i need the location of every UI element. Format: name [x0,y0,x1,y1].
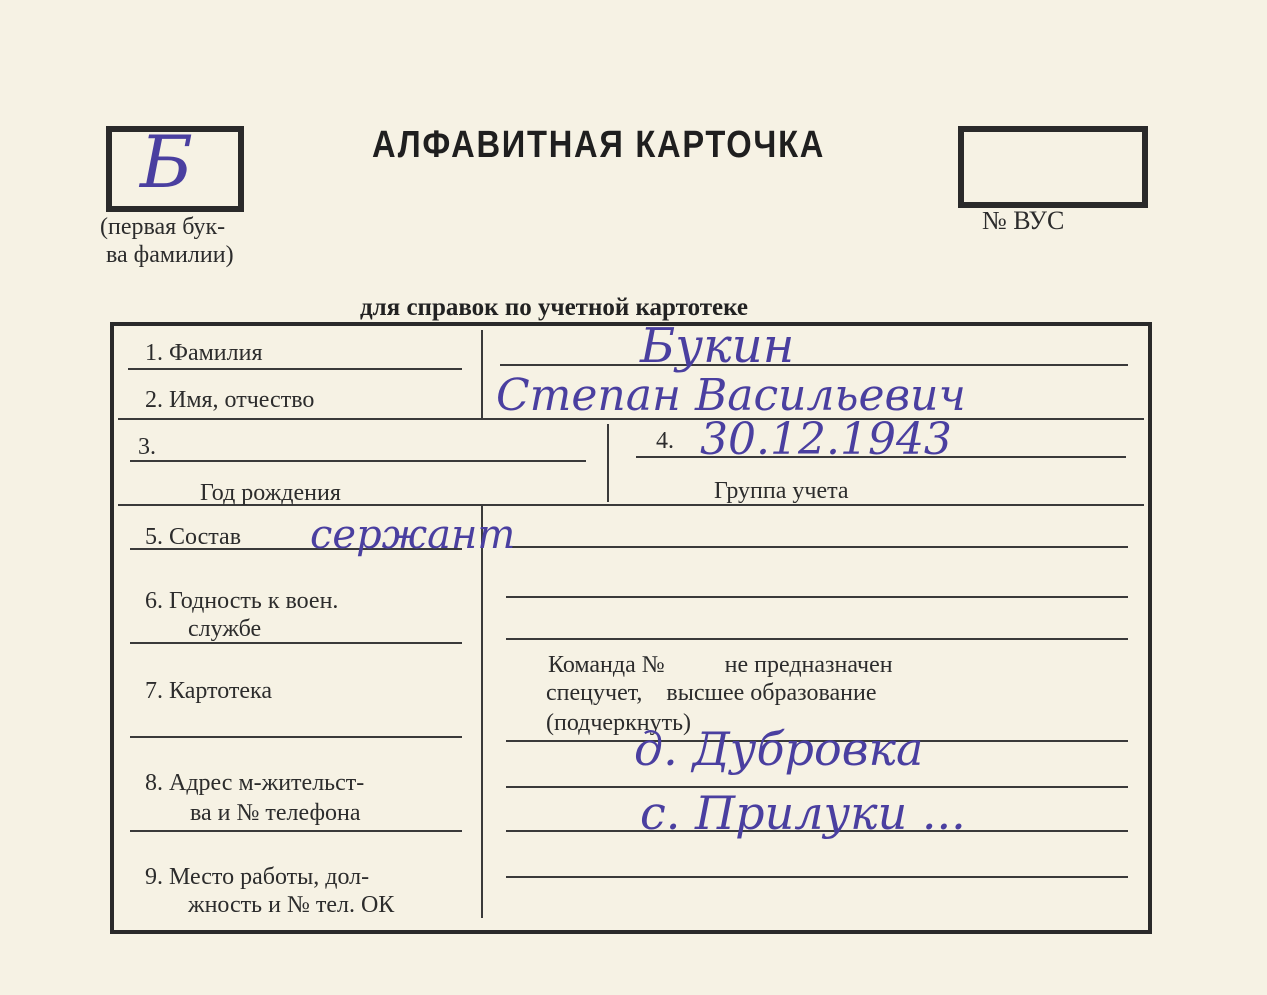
vus-box [958,126,1148,208]
rule-f1-left [128,368,462,370]
column-divider-upper [481,330,483,420]
field3-label: 3. [138,434,156,460]
rule-f5-right [506,546,1128,548]
rule-r2 [506,596,1128,598]
surname-letter-value: Б [140,120,193,204]
rule-f7-left [130,736,462,738]
letter-caption-line1: (первая бук- [100,214,226,240]
field6-label-line1: 6. Годность к воен. [145,588,339,614]
group-value: 30.12.1943 [700,414,952,465]
field3-caption: Год рождения [200,480,341,506]
name-patronymic-value: Степан Васильевич [496,370,966,421]
address-value-line1: д. Дубровка [634,722,924,776]
field6-label-line2: службе [188,616,262,642]
field2-label: 2. Имя, отчество [145,387,315,413]
rule-f6-left [130,642,462,644]
team-line2: спецучет, высшее образование [546,680,877,706]
address-value-line2: с. Прилуки ... [640,786,966,840]
field1-label: 1. Фамилия [145,340,263,366]
card-title: АЛФАВИТНАЯ КАРТОЧКА [372,124,826,166]
rule-f1-right [500,364,1128,366]
team-line3: (подчеркнуть) [546,710,692,736]
field5-label: 5. Состав [145,524,242,550]
field4-caption: Группа учета [714,478,849,504]
field4-label: 4. [656,428,674,454]
field7-label: 7. Картотека [145,678,272,704]
birth-group-divider [607,424,609,502]
rule-r7 [506,876,1128,878]
rule-f3 [130,460,586,462]
team-line1: Команда № не предназначен [548,652,893,678]
field9-label-line2: жность и № тел. ОК [188,892,395,918]
letter-caption-line2: ва фамилии) [106,242,234,268]
field8-label-line2: ва и № телефона [190,800,361,826]
rank-value: сержант [310,512,516,558]
column-divider-lower [481,506,483,918]
surname-value: Букин [640,318,795,374]
field8-label-line1: 8. Адрес м-жительст- [145,770,365,796]
vus-label: № ВУС [982,206,1065,235]
card-subtitle: для справок по учетной картотеке [360,294,749,321]
rule-f8-left [130,830,462,832]
rule-r3 [506,638,1128,640]
field9-label-line1: 9. Место работы, дол- [145,864,370,890]
